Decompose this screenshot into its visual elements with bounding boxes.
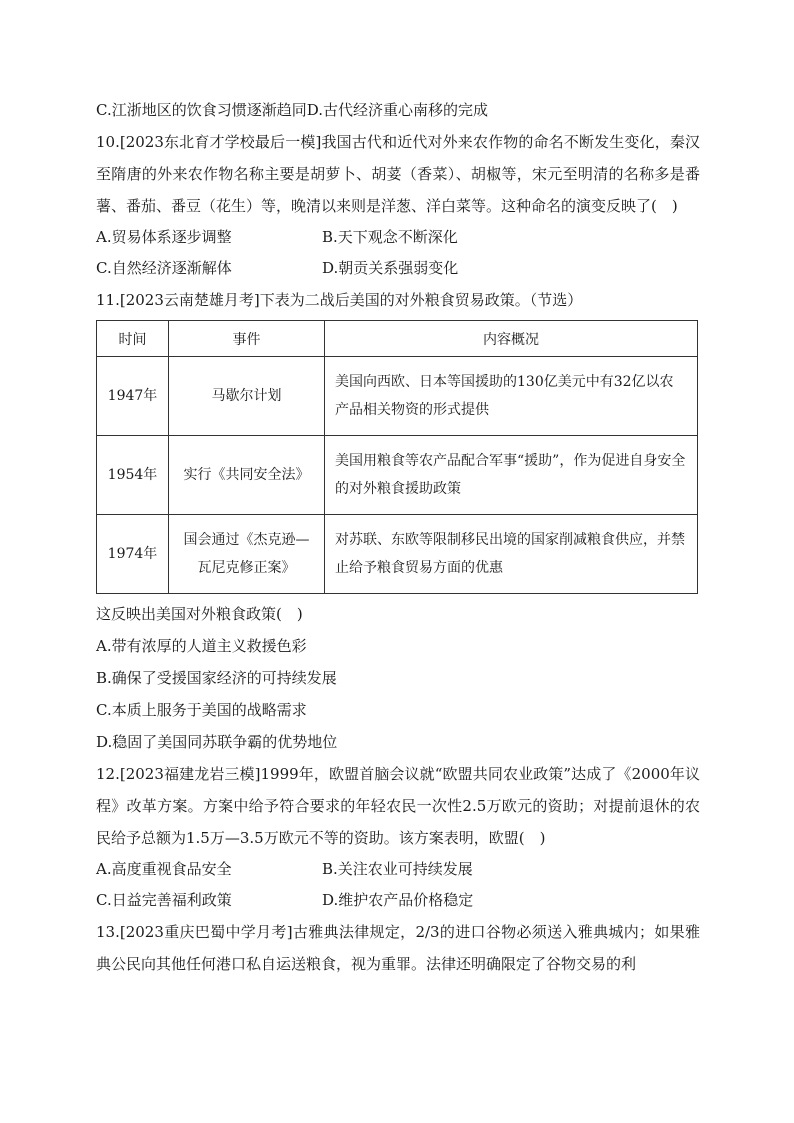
q10-stem: 10.[2023东北育才学校最后一模]我国古代和近代对外来农作物的命名不断发生变化，秦汉至隋唐的外来农作物名称主要是胡萝卜、胡荽（香菜）、胡椒等，宋元至明清的名称多是番薯、番茄、番豆（花生）等，晚清以来则是洋葱、洋白菜等。这种命名的演变反映了( )	[96, 133, 700, 215]
q10-options-row2	[96, 253, 700, 284]
q13-stem: 13.[2023重庆巴蜀中学月考]古雅典法律规定，2/3的进口谷物必须送入雅典城内；如果雅典公民向其他任何港口私自运送粮食，视为重罪。法律还明确限定了谷物交易的利	[96, 923, 700, 973]
q12-options-row1	[96, 854, 700, 885]
q12-option-a: A.高度重视食品安全	[96, 860, 232, 878]
row-content: 美国向西欧、日本等国援助的130亿美元中有32亿以农产品相关物资的形式提供	[325, 357, 698, 436]
header-time: 时间	[97, 321, 169, 357]
q11-option-c: C.本质上服务于美国的战略需求	[96, 701, 307, 719]
row-content: 对苏联、东欧等限制移民出境的国家削减粮食供应，并禁止给予粮食贸易方面的优惠	[325, 515, 698, 594]
q12-options-row2	[96, 885, 700, 916]
table-row	[97, 436, 698, 515]
q10-options-row1	[96, 222, 700, 253]
header-content: 内容概况	[325, 321, 698, 357]
q11-stem: 11.[2023云南楚雄月考]下表为二战后美国的对外粮食贸易政策。（节选）	[96, 291, 583, 309]
q9-option-d: D.古代经济重心南移的完成	[306, 101, 488, 119]
q11-option-b: B.确保了受援国家经济的可持续发展	[96, 669, 337, 687]
row-event: 实行《共同安全法》	[169, 436, 325, 515]
q10-option-b: B.天下观念不断深化	[322, 228, 458, 246]
q12-option-c: C.日益完善福利政策	[96, 891, 232, 909]
q9-option-c: C.江浙地区的饮食习惯逐渐趋同	[96, 101, 307, 119]
q11-option-d: D.稳固了美国同苏联争霸的优势地位	[96, 733, 338, 751]
exam-page	[96, 94, 700, 980]
row-time: 1947年	[97, 357, 169, 436]
table-row	[97, 515, 698, 594]
row-event: 国会通过《杰克逊—瓦尼克修正案》	[169, 515, 325, 594]
q12-option-b: B.关注农业可持续发展	[322, 860, 473, 878]
q10-option-a: A.贸易体系逐步调整	[96, 228, 232, 246]
q10-option-d: D.朝贡关系强弱变化	[322, 259, 459, 277]
row-content: 美国用粮食等农产品配合军事“援助”，作为促进自身安全的对外粮食援助政策	[325, 436, 698, 515]
q12-option-d: D.维护农产品价格稳定	[322, 891, 474, 909]
q10-option-c: C.自然经济逐渐解体	[96, 259, 232, 277]
q11-option-a: A.带有浓厚的人道主义救援色彩	[96, 637, 307, 655]
policy-table	[96, 320, 698, 594]
q9-options-cd	[96, 94, 700, 126]
q12-stem: 12.[2023福建龙岩三模]1999年，欧盟首脑会议就“欧盟共同农业政策”达成了《2000年议程》改革方案。方案中给予符合要求的年轻农民一次性2.5万欧元的资助；对提前退休的农民给予总额为1.5万—3.5万欧元不等的资助。该方案表明，欧盟( )	[96, 765, 700, 847]
q11-ask: 这反映出美国对外粮食政策( )	[96, 605, 303, 623]
row-time: 1954年	[97, 436, 169, 515]
table-row	[97, 357, 698, 436]
row-time: 1974年	[97, 515, 169, 594]
row-event: 马歇尔计划	[169, 357, 325, 436]
table-header-row	[97, 321, 698, 357]
header-event: 事件	[169, 321, 325, 357]
